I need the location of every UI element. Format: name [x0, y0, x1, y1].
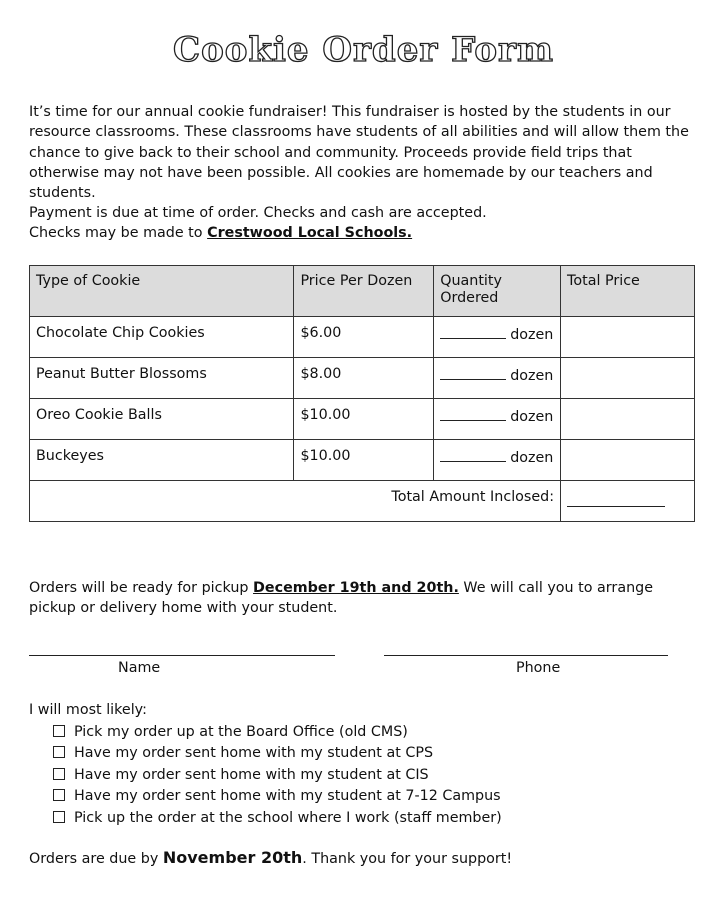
quantity-cell[interactable]: [434, 317, 561, 358]
header-price: Price Per Dozen: [294, 266, 434, 317]
order-table: [29, 265, 695, 522]
option-label: Have my order sent home with my student at CIS: [74, 766, 429, 783]
name-signature-line[interactable]: [29, 655, 335, 656]
pickup-options-list: [53, 722, 502, 829]
phone-signature-line[interactable]: [384, 655, 668, 656]
list-item: [53, 743, 502, 764]
checkbox-icon[interactable]: [53, 725, 65, 737]
quantity-unit: dozen: [510, 450, 554, 466]
cookie-type: Buckeyes: [30, 440, 294, 481]
total-row: [30, 481, 695, 522]
quantity-unit: dozen: [510, 368, 554, 384]
cookie-price: $6.00: [294, 317, 434, 358]
quantity-unit: dozen: [510, 327, 554, 343]
option-label: Have my order sent home with my student at 7-12 Campus: [74, 788, 501, 805]
phone-label: Phone: [516, 660, 561, 676]
table-row: [30, 358, 695, 399]
list-item: [53, 808, 502, 829]
cookie-price: $10.00: [294, 399, 434, 440]
due-prefix: Orders are due by: [29, 851, 163, 867]
payment-line-2-prefix: Checks may be made to: [29, 225, 208, 242]
checkbox-icon[interactable]: [53, 789, 65, 801]
header-type: Type of Cookie: [30, 266, 294, 317]
quantity-blank[interactable]: [440, 324, 506, 339]
likely-label: I will most likely:: [29, 702, 147, 718]
pickup-dates: December 19th and 20th.: [253, 580, 459, 596]
total-price-cell[interactable]: [561, 440, 695, 481]
total-price-cell[interactable]: [561, 358, 695, 399]
quantity-cell[interactable]: [434, 358, 561, 399]
cookie-type: Chocolate Chip Cookies: [30, 317, 294, 358]
list-item: [53, 722, 502, 743]
quantity-blank[interactable]: [440, 406, 506, 421]
pickup-paragraph: [29, 578, 699, 619]
page-title: Cookie Order Form: [173, 30, 554, 70]
list-item: [53, 765, 502, 786]
cookie-type: Peanut Butter Blossoms: [30, 358, 294, 399]
checkbox-icon[interactable]: [53, 746, 65, 758]
quantity-cell[interactable]: [434, 399, 561, 440]
table-row: [30, 317, 695, 358]
intro-paragraph: It’s time for our annual cookie fundraiser! This fundraiser is hosted by the students in our resource classrooms. These classrooms have students of all abilities and will allow them the chance to give back to their school and community. Proceeds provide field trips that otherwise may not have been possible. All cookies are homemade by our teachers and students.: [29, 104, 689, 202]
pickup-prefix: Orders will be ready for pickup: [29, 580, 254, 596]
checkbox-icon[interactable]: [53, 811, 65, 823]
list-item: [53, 786, 502, 807]
quantity-cell[interactable]: [434, 440, 561, 481]
total-price-cell[interactable]: [561, 399, 695, 440]
total-amount-blank[interactable]: [567, 490, 665, 507]
total-amount-label: Total Amount Inclosed:: [30, 481, 561, 522]
header-quantity: Quantity Ordered: [434, 266, 561, 317]
option-label: Pick my order up at the Board Office (old CMS): [74, 724, 408, 740]
option-label: Pick up the order at the school where I work (staff member): [74, 809, 502, 826]
option-label: Have my order sent home with my student at CPS: [74, 745, 434, 762]
due-suffix: . Thank you for your support!: [302, 851, 513, 867]
payee-name: Crestwood Local Schools.: [207, 225, 413, 242]
table-header-row: [30, 266, 695, 317]
total-price-cell[interactable]: [561, 317, 695, 358]
quantity-blank[interactable]: [440, 365, 506, 380]
header-total: Total Price: [561, 266, 695, 317]
total-amount-cell[interactable]: [561, 481, 695, 522]
payment-paragraph: [29, 203, 699, 244]
checkbox-icon[interactable]: [53, 768, 65, 780]
payment-line-1: Payment is due at time of order. Checks and cash are accepted.: [29, 205, 487, 221]
table-row: [30, 440, 695, 481]
due-date: November 20th: [162, 848, 303, 867]
cookie-price: $10.00: [294, 440, 434, 481]
pickup-suffix: We will call you to arrange pickup or delivery home with your student.: [29, 580, 654, 617]
cookie-type: Oreo Cookie Balls: [30, 399, 294, 440]
quantity-blank[interactable]: [440, 447, 506, 462]
orders-due-line: [29, 848, 512, 867]
table-row: [30, 399, 695, 440]
name-label: Name: [118, 660, 161, 676]
cookie-price: $8.00: [294, 358, 434, 399]
quantity-unit: dozen: [510, 409, 554, 425]
